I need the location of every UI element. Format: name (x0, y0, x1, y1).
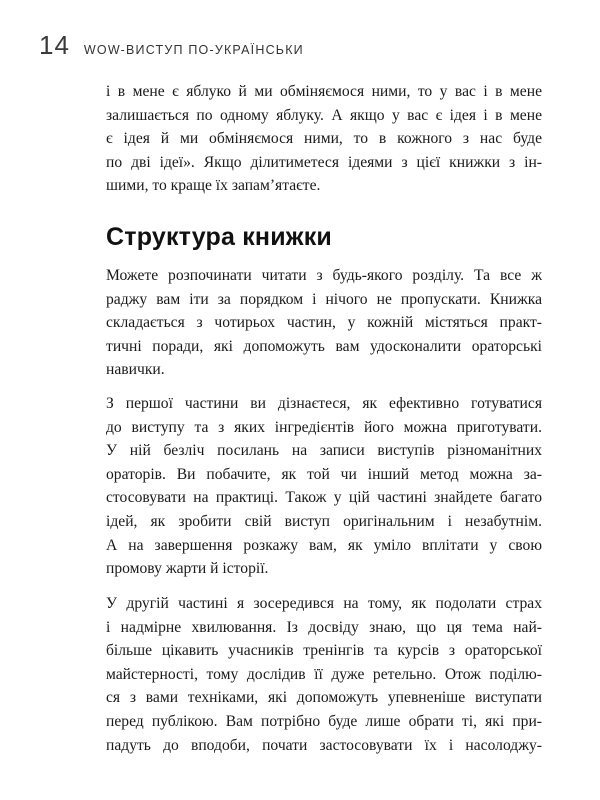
text-line: падуть до вподоби, почати застосовувати їх і насолоджу- (106, 736, 542, 754)
text-line: ораторів. Ви побачите, як той чи інший метод можна за- (106, 465, 542, 483)
text-line: У другій частині я зосередився на тому, як подолати страх (106, 595, 542, 612)
text-line: У ній безліч посилань на записи виступів різноманітних (106, 442, 542, 460)
body-paragraph (106, 392, 542, 581)
text-line: З першої частини ви дізнаєтеся, як ефективно готуватися (106, 395, 542, 412)
text-line: А на завершення розкажу вам, як уміло вплітати у свою (106, 536, 542, 554)
text-line: є ідея й ми обміняємося ними, то в кожного з нас буде (106, 130, 542, 148)
text-line: Можете розпочинати читати з будь-якого розділу. Та все ж (106, 267, 542, 284)
text-line: ідей, як зробити свій виступ оригінальним і незабутнім. (106, 512, 542, 530)
text-line: по дві ідеї». Якщо ділитиметеся ідеями з цієї книжки з ін- (106, 153, 542, 171)
page-number: 14 (39, 30, 70, 60)
text-line: і надмірне хвилювання. Із досвіду знаю, що ця тема най- (106, 618, 542, 636)
body-paragraph (106, 592, 542, 757)
text-line: залишається по одному яблуку. А якщо у вас є ідея і в мене (106, 106, 542, 124)
text-line: до виступу та з яких інгредієнтів його можна приготувати. (106, 418, 542, 436)
text-line: тичні поради, які допоможуть вам удосконалити ораторські (106, 337, 542, 355)
text-line: і в мене є яблуко й ми обміняємося ними, то у вас і в мене (106, 83, 542, 100)
running-title: WOW-ВИСТУП ПО-УКРАЇНСЬКИ (83, 43, 304, 57)
running-head (39, 30, 304, 61)
text-line: шими, то краще їх запам’ятаєте. (106, 177, 321, 195)
text-line: майстерності, тому дослідив її дуже ретельно. Отож поділю- (106, 665, 542, 683)
intro-paragraph (106, 80, 542, 198)
text-line: перед публікою. Вам потрібно буде лише обрати ті, які при- (106, 712, 542, 730)
text-line: стосовувати на практиці. Також у цій частині знайдете багато (106, 489, 542, 507)
body-paragraph (106, 264, 542, 382)
text-line: більше цікавить учасників тренінгів та курсів з ораторської (106, 642, 542, 660)
text-line: раджу вам іти за порядком і нічого не пропускати. Книжка (106, 290, 542, 308)
section-heading: Структура книжки (106, 223, 333, 251)
text-line: ся з вами техніками, які допоможуть упевненіше виступати (106, 689, 542, 707)
text-line: промову жарти й історії. (106, 560, 269, 578)
text-line: навички. (106, 361, 165, 379)
text-line: складається з чотирьох частин, у кожній містяться практ- (106, 314, 542, 332)
